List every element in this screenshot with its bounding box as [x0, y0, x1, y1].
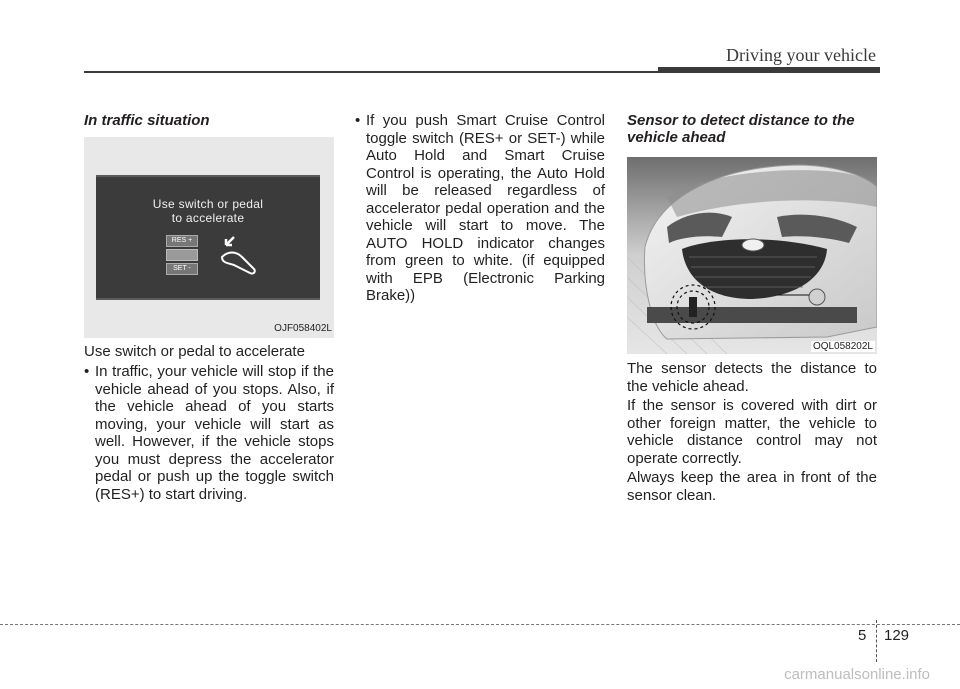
page-number: 129 — [884, 627, 910, 644]
section-heading-traffic: In traffic situation — [84, 112, 210, 129]
cluster-display — [96, 175, 320, 300]
switch-body — [166, 249, 198, 261]
vehicle-front-image — [627, 157, 877, 354]
cluster-message-line1: Use switch or pedal — [152, 197, 264, 211]
figure-code-1: OJF058402L — [274, 323, 332, 334]
figure-caption: Use switch or pedal to accelerate — [84, 343, 305, 360]
sensor-para-1: The sensor detects the distance to the vehicle ahead. — [627, 360, 877, 395]
watermark: carmanualsonline.info — [784, 666, 930, 683]
vehicle-sensor-figure — [627, 157, 877, 354]
figure-code-2: OQL058202L — [812, 341, 873, 352]
section-heading-sensor-line1: Sensor to detect distance to the — [627, 112, 855, 129]
header-rule-accent — [658, 67, 880, 73]
res-label: RES + — [166, 235, 198, 247]
toggle-switch-icon — [166, 235, 198, 277]
section-heading-sensor — [627, 112, 877, 146]
footer-rule — [0, 624, 960, 625]
cluster-message-line2: to accelerate — [171, 211, 245, 225]
foot-pedal-icon — [214, 233, 262, 277]
section-heading-sensor-line2: vehicle ahead — [627, 129, 726, 146]
sensor-para-2: If the sensor is covered with dirt or other foreign matter, the vehicle to vehicle distance control may not operate correctly. — [627, 397, 877, 467]
bullet-toggle-switch: • If you push Smart Cruise Control toggle switch (RES+ or SET-) while Auto Hold and Smart Cruise Control is operating, the Auto Hold will be released regardless of accelerator pedal operation and the vehicle will start to move. The AUTO HOLD indicator changes from green to white. (if equipped with EPB (Electronic Parking Brake)) — [355, 112, 605, 305]
cluster-message-figure — [84, 137, 334, 338]
page-header-title: Driving your vehicle — [726, 45, 876, 65]
cluster-message — [96, 197, 320, 225]
set-label: SET - — [166, 263, 198, 275]
chapter-number: 5 — [858, 627, 867, 644]
sensor-para-3: Always keep the area in front of the sensor clean. — [627, 469, 877, 504]
page-number-separator — [876, 620, 877, 662]
bullet-traffic-stop: • In traffic, your vehicle will stop if the vehicle ahead of you stops. Also, if the vehicle ahead of you starts moving, your vehicle will start as well. However, if the vehicle stops you must depress the accelerator pedal or push up the toggle switch (RES+) to start driving. — [84, 363, 334, 503]
